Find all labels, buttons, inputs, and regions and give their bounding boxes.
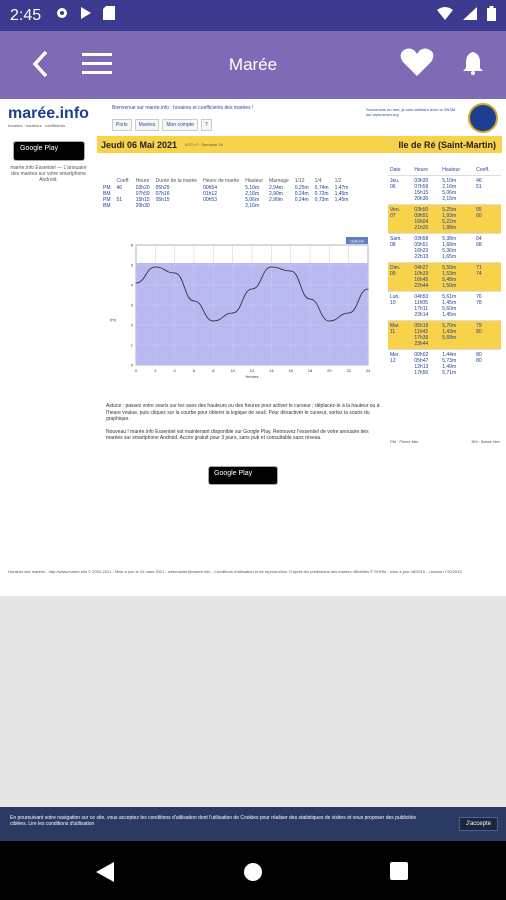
- tide-table-cell: PM: [103, 197, 111, 203]
- tide-table-cell: [332, 203, 352, 209]
- status-time: 2:45: [10, 6, 42, 24]
- x-tick-label: 18: [307, 368, 313, 373]
- week-table-row[interactable]: [388, 234, 501, 263]
- week-table-cell: Jeu. 06: [388, 176, 412, 205]
- tide-table-cell: 1,47m: [334, 185, 349, 191]
- favorite-heart-icon[interactable]: [400, 47, 434, 82]
- signal-icon: [463, 7, 477, 25]
- week-table-cell: 04h27 10h33 16h45 22h44: [412, 263, 440, 292]
- blank-area: [0, 596, 506, 807]
- tide-table-cell: 0,73m: [314, 197, 329, 203]
- tide-chart-svg[interactable]: [104, 237, 382, 389]
- tide-table-cell: 0,24m: [294, 191, 309, 197]
- x-tick-label: 6: [192, 368, 196, 373]
- nav-tab-help[interactable]: ?: [201, 119, 212, 131]
- week-tide-table: [388, 165, 501, 378]
- tide-table-cell: 2,94m: [269, 185, 283, 191]
- tide-table-cell: 2,90m: [269, 191, 283, 197]
- week-table-cell: 5,50m 1,53m 5,48m 1,50m: [440, 263, 474, 292]
- week-table-cell: 05h19 11h43 17h39 23h44: [412, 321, 440, 350]
- week-table-header-cell: Coeff.: [474, 165, 501, 176]
- week-table-row[interactable]: [388, 263, 501, 292]
- week-table-cell: 64 68: [474, 234, 501, 263]
- tide-table-row: [100, 203, 351, 209]
- tide-table-header-cell: Durée de la marée: [155, 178, 198, 184]
- week-table-cell: 00h02 05h47 12h13 17h50: [412, 350, 440, 379]
- week-table-cell: Mar. 11: [388, 321, 412, 350]
- x-tick-label: 16: [288, 368, 293, 373]
- y-tick-label: 5: [130, 262, 133, 268]
- x-axis-label: Heures: [245, 374, 259, 379]
- nav-tab-ports[interactable]: Ports: [112, 119, 132, 131]
- tide-table-cell: [266, 203, 292, 209]
- current-date: Jeudi 06 Mai 2021: [101, 139, 178, 150]
- tide-table-cell: [200, 203, 242, 209]
- tide-table-cell: 0,25m: [294, 185, 309, 191]
- tide-point: [194, 301, 195, 302]
- week-table-cell: Lun. 10: [388, 292, 412, 321]
- cookie-text: En poursuivant votre navigation sur ce site, vous acceptez les conditions d'utilisation dont l'utilisation de Cookies pour réaliser des statistiques de visites et vous proposer des publicités ciblées. Lire les conditions d'utilisation: [10, 815, 417, 827]
- tide-table-cell: 5,06m: [245, 197, 260, 203]
- tide-table-header: [100, 177, 351, 185]
- tide-table: [100, 177, 351, 209]
- place-bar: [289, 136, 502, 153]
- google-play-badge-left[interactable]: [13, 141, 85, 161]
- week-table-cell: 03h50 09h51 16h04 21h26: [412, 205, 440, 234]
- tide-table-cell: [312, 203, 332, 209]
- week-table-cell: 5,61m 1,45m 5,60m 1,45m: [440, 292, 474, 321]
- tide-table-cell: 51: [116, 197, 123, 203]
- week-table-cell: 5,38m 1,68m 5,36m 1,65m: [440, 234, 474, 263]
- play-protect-icon: [79, 6, 93, 25]
- week-table-cell: 03h20 07h59 15h15 20h30: [412, 176, 440, 205]
- tide-table-cell: 03h20: [135, 185, 150, 191]
- tide-table-cell: 2,90m: [269, 197, 283, 203]
- week-table-header-cell: Heure: [412, 165, 440, 176]
- tide-table-header-cell: Heure de marée: [203, 178, 240, 184]
- nouveau-text: Nouveau ! marée.info Essentiel est maintenant disponible sur Google Play. Retrouvez l'essentiel de votre annuaire des marées sur smartphone Android. Accès gratuit pour 3 jours, sans pub et consultable sans réseau.: [106, 428, 369, 441]
- y-tick-label: 6: [130, 242, 133, 248]
- x-tick-label: 14: [269, 368, 274, 373]
- tide-table-header-cell: Coeff.: [116, 178, 130, 184]
- week-table-cell: 55 60: [474, 205, 501, 234]
- accept-cookies-button[interactable]: J'accepte: [459, 817, 498, 831]
- tide-table-cell: PM: [103, 185, 111, 191]
- tide-table-header-cell: Hauteur: [245, 178, 264, 184]
- tide-table-cell: 5,10m: [245, 185, 260, 191]
- tide-table-cell: 07h59: [135, 191, 150, 197]
- tide-table-cell: 2,16m: [245, 191, 260, 197]
- x-tick-label: 2: [154, 368, 157, 373]
- tide-point: [271, 267, 272, 268]
- sd-card-icon: [103, 6, 115, 25]
- astuce-text: Astuce : passez votre souris sur les axes des hauteurs ou des heures pour activer le curseur ; déplacez-le à la hauteur ou à l'heure voulue, puis cliquez sur la courbe pour obtenir la logique de seuil. Pour désactiver le curseur, sortez la souris du graphique.: [106, 403, 380, 422]
- tide-point: [174, 273, 175, 274]
- tide-point: [213, 321, 214, 322]
- tide-table-header-cell: [100, 177, 114, 185]
- nav-home-icon[interactable]: [243, 862, 263, 887]
- week-table-cell: 5,25m 1,93m 5,22m 1,88m: [440, 205, 474, 234]
- tide-table-cell: 20h30: [135, 203, 150, 209]
- tide-point: [348, 313, 349, 314]
- week-table-header: [388, 165, 501, 176]
- x-tick-label: 10: [230, 368, 235, 373]
- notification-bell-icon[interactable]: [463, 51, 483, 80]
- y-tick-label: 3: [130, 302, 133, 308]
- tide-table-cell: 1,45m: [334, 197, 349, 203]
- week-table-cell: Dim. 09: [388, 263, 412, 292]
- site-nav: [112, 119, 212, 131]
- google-play-label-center: Google Play: [214, 470, 253, 477]
- site-logo-text: marée.info: [8, 105, 89, 122]
- y-axis-label: (m): [110, 317, 116, 322]
- cookie-banner: [0, 807, 506, 841]
- x-tick-label: 20: [327, 368, 332, 373]
- tide-table-cell: 00h53: [203, 197, 217, 203]
- android-nav-bar: [0, 841, 506, 900]
- tide-table-cell: 1,45m: [334, 191, 349, 197]
- week-table-row[interactable]: [388, 350, 501, 379]
- y-tick-label: 2: [130, 322, 133, 328]
- week-table-cell: 5,10m 2,16m 5,06m 2,16m: [440, 176, 474, 205]
- week-table-cell: 5,70m 1,43m 5,68m: [440, 321, 474, 350]
- google-play-label: Google Play: [20, 145, 59, 152]
- x-tick-label: 4: [173, 368, 176, 373]
- y-tick-label: 4: [130, 282, 133, 288]
- y-tick-label: 1: [130, 342, 133, 348]
- week-table-cell: 80 80: [474, 350, 501, 379]
- tide-table-header-cell: Heure: [135, 178, 150, 184]
- tide-table-cell: BM: [103, 191, 111, 197]
- tide-table-cell: 05h15: [155, 197, 170, 203]
- week-table-row[interactable]: [388, 321, 501, 350]
- app-promo-note: marée.info Essentiel — L'annuaire des marées sur votre smartphone Android.: [10, 165, 87, 183]
- tide-table-cell: 46: [116, 185, 123, 191]
- x-tick-label: 12: [249, 368, 255, 373]
- week-table-cell: 03h58 09h51 16h23 22h13: [412, 234, 440, 263]
- snsm-note[interactable]: Souvenons en mer, je suis solidaire avec la SNSM sur www.snsm.org: [366, 107, 456, 117]
- tide-point: [252, 289, 253, 290]
- snsm-logo[interactable]: [468, 103, 498, 133]
- wifi-icon: [437, 7, 453, 25]
- tide-table-cell: 0,74m: [314, 185, 329, 191]
- tide-table-cell: 07h16: [155, 191, 170, 197]
- week-table-cell: 79 80: [474, 321, 501, 350]
- week-table-cell: 1,44m 5,73m 1,49m 5,71m: [440, 350, 474, 379]
- tide-table-header-cell: Marnage: [269, 178, 289, 184]
- options-button-label: Options: [350, 238, 364, 244]
- week-table-row[interactable]: [388, 176, 501, 205]
- nav-tab-marees[interactable]: Marées: [135, 119, 160, 131]
- tide-point: [136, 283, 137, 284]
- tide-table-cell: 15h15: [135, 197, 150, 203]
- tide-table-cell: 0,24m: [294, 197, 309, 203]
- status-bar: [0, 0, 506, 31]
- tide-point: [310, 299, 311, 300]
- site-logo[interactable]: [8, 105, 89, 128]
- date-meta: UTC+2 · Semaine 18: [185, 142, 223, 147]
- site-footer: Horaires des marées - http://www.maree.info © 2002-2021 - Mise à jour le 24 mars 2021 - webmaster@maree.info - Conditions d'utilisation et de reproduction. D'après les prédictions des marées officielles © SHOM - mise à jour 06/2019 - Licence n°20/2015: [8, 569, 462, 574]
- port-name[interactable]: Ile de Ré (Saint-Martin): [398, 139, 496, 150]
- notes: [106, 403, 381, 442]
- x-tick-label: 22: [346, 368, 351, 373]
- google-play-badge-center[interactable]: [208, 466, 278, 485]
- tide-table-header-cell: 1/2: [334, 178, 342, 184]
- week-table-row[interactable]: [388, 292, 501, 321]
- week-table-cell: 46 51: [474, 176, 501, 205]
- y-tick-label: 0: [130, 362, 133, 368]
- tide-table-cell: 00h54: [203, 185, 217, 191]
- x-tick-label: 24: [365, 368, 371, 373]
- tide-table-cell: 0,72m: [314, 191, 329, 197]
- week-table-header-cell: Hauteur: [440, 165, 474, 176]
- tide-table-cell: [292, 203, 312, 209]
- site-logo-subtitle: horaires · hauteurs · coefficients: [8, 123, 66, 128]
- x-tick-label: 8: [212, 368, 215, 373]
- week-table-body: [388, 176, 501, 379]
- tide-table-cell: BM: [103, 203, 111, 209]
- week-table-cell: 04h53 11h05 17h11 23h14: [412, 292, 440, 321]
- tide-chart[interactable]: [104, 237, 382, 389]
- week-table-cell: 76 78: [474, 292, 501, 321]
- tide-table-header-cell: 1/12: [294, 178, 305, 184]
- nav-recents-icon[interactable]: [390, 862, 408, 885]
- tide-point: [232, 313, 233, 314]
- welcome-text: Bienvenue sur marée.info : horaires et coefficients des marées !: [112, 105, 254, 111]
- tide-point: [290, 271, 291, 272]
- tide-table-cell: [114, 203, 133, 209]
- app-bar: [0, 31, 506, 99]
- page-title: Marée: [228, 55, 278, 74]
- nav-back-icon[interactable]: [96, 862, 116, 887]
- tide-point: [329, 321, 330, 322]
- tide-table-cell: 01h12: [203, 191, 217, 197]
- week-table-cell: Mer. 12: [388, 350, 412, 379]
- tide-table-body: [100, 185, 351, 209]
- week-table-cell: 71 74: [474, 263, 501, 292]
- tide-table-cell: 2,16m: [245, 203, 260, 209]
- x-tick-label: 0: [134, 368, 138, 373]
- legend-pm: PM : Pleine Mer: [390, 439, 419, 444]
- tide-point: [155, 267, 156, 268]
- web-content: [0, 99, 506, 596]
- week-table-row[interactable]: [388, 205, 501, 234]
- tide-point: [368, 289, 369, 290]
- settings-icon: [55, 6, 69, 25]
- week-table-cell: Ven. 07: [388, 205, 412, 234]
- week-table-cell: Sam. 08: [388, 234, 412, 263]
- tide-table-cell: 05h29: [155, 185, 170, 191]
- tide-table-header-cell: 1/4: [314, 178, 322, 184]
- week-table-header-cell: Date: [388, 165, 412, 176]
- week-legend: [390, 439, 500, 444]
- nav-tab-mon-compte[interactable]: Mon compte: [162, 119, 198, 131]
- battery-icon: [487, 6, 496, 26]
- legend-bm: BM : Basse Mer: [471, 439, 500, 444]
- tide-table-cell: [153, 203, 200, 209]
